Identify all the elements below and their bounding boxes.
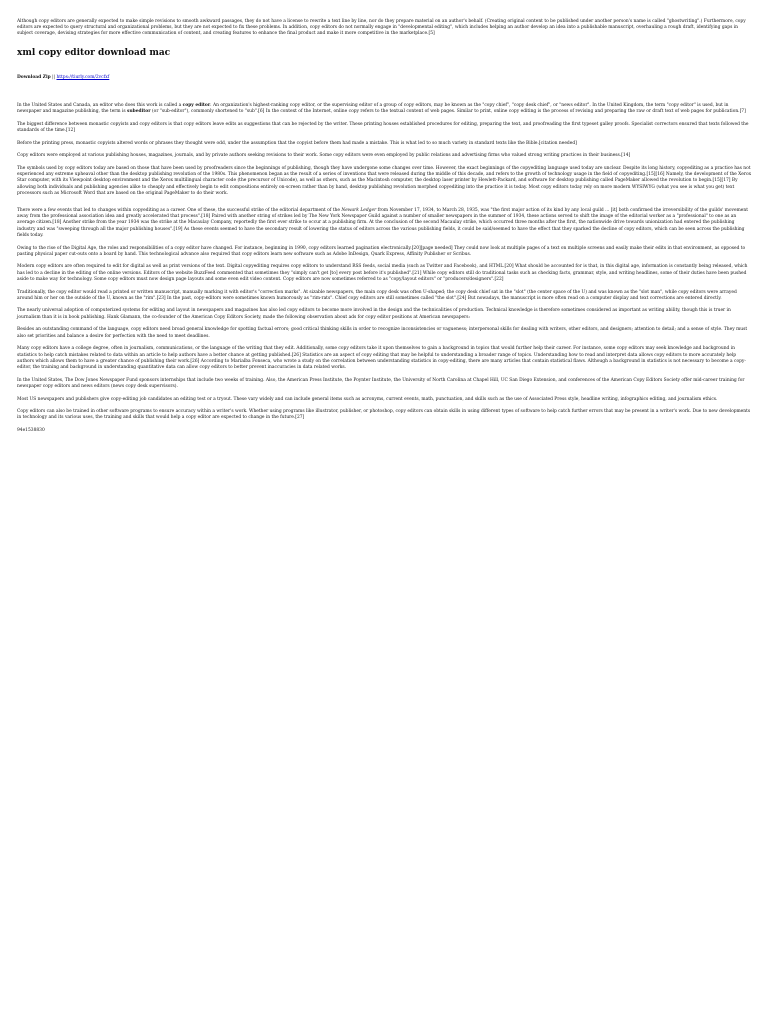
- paragraph-text: Besides an outstanding command of the language, copy editors need broad general knowledge for spotting factual errors; good critical thinking skills in order to recognize inconsistencies or vagueness; interpersonal skills for dealing with writers, other editors, and designers; attention to detail; and a sense of style. They must also set priorities and balance a desire for perfection with the need to meet deadlines.: [17, 327, 748, 339]
- hash-code: 94e1538830: [17, 428, 45, 434]
- article-body: [17, 103, 753, 422]
- download-link[interactable]: https://tiurly.com/2vcfxf: [56, 74, 110, 80]
- paragraph-text: The biggest difference between monastic copyists and copy editors is that copy editors leave edits as suggestions that can be rejected by the writer. These printing houses established procedures for editing, preparing the text, and proofreading the first typeset galley proofs. Specialist correctors ensured that texts followed the standards of the time.[12]: [17, 121, 749, 133]
- paragraph-text: There were a few events that led to changes within copyediting as a career. One of these, the successful strike of the editorial department of the: [17, 208, 342, 214]
- download-separator: ||: [50, 74, 57, 80]
- document-page: [0, 0, 770, 434]
- bold-term: copy editor: [182, 102, 211, 108]
- body-paragraph: [17, 346, 753, 371]
- body-paragraph: [17, 122, 753, 134]
- download-label: Download Zip: [17, 74, 51, 80]
- paragraph-text: Traditionally, the copy editor would read a printed or written manuscript, manually marking it with editor's "correction marks". At sizable newspapers, the main copy desk was often U-shaped; the copy desk chief sat in the "slot" (the center space of the U) and was known as the "slot man", while copy editors were arrayed around him or her on the outside of the U, known as the "rim".[23] In the past, copy-editors were sometimes known humorously as "rim-rats". Chief copy editors are still sometimes called "the slot".[24] But nowadays, the manuscript is more often read on a computer display and text corrections are entered directly.: [17, 289, 737, 301]
- body-paragraph: [17, 308, 753, 320]
- paragraph-text: Most US newspapers and publishers give copy-editing job candidates an editing test or a tryout. These vary widely and can include general items such as acronyms, current events, math, punctuation, and skills such as the use of Associated Press style, headline writing, infographics editing, and journalism ethics.: [17, 396, 718, 402]
- body-paragraph: [17, 208, 753, 239]
- paragraph-text: The symbols used by copy editors today are based on those that have been used by proofreaders since the beginnings of publishing, though they have undergone some changes over time. However, the exact beginnings of the copyediting language used today are unclear. Despite its long history, copyediting as a practice has not experienced any extreme upheaval other than the desktop publishing revolution of the 1980s. This phenomenon began as the result of a series of inventions that were released during the middle of this decade, and refers to the growth of technology usage in the field of copyediting.[15][16] Namely, the development of the Xerox Star computer, with its Viewpoint desktop environment and the Xerox multilingual character code (the precursor of Unicode), as well as others, such as the Macintosh computer, the desktop laser printer by Hewlett-Packard, and software for desktop publishing called PageMaker allowed the revolution to begin.[15][17] By allowing both individuals and publishing agencies alike to cheaply and effectively begin to edit compositions entirely on-screen rather than by hand, desktop publishing revolution morphed copyediting into the practice it is today. Most copy editors today rely on more modern WYSIWYG (what you see is what you get) text processors such as Microsoft Word that are based on the original PageMaker to do their work.: [17, 166, 752, 196]
- intro-paragraph: Although copy editors are generally expected to make simple revisions to smooth awkward passages, they do not have a license to rewrite a text line by line, nor do they prepare material on an author's behalf. (Creating original content to be published under another person's name is called "ghostwriting".) Furthermore, copy editors are expected to query structural and organizational problems, but they are not expected to fix these problems. In addition, copy editors do not normally engage in "developmental editing", which includes helping an author develop an idea into a publishable manuscript, overhauling a rough draft, identifying gaps in subject coverage, devising strategies for more effective communication of content, and creating features to enhance the final product and make it more competitive in the marketplace.[5]: [17, 19, 746, 37]
- paragraph-text: . An organization's highest-ranking copy editor, or the supervising editor of a group of copy editors, may be known as the "copy chief", "copy desk chief", or "news editor". In the United Kingdom, the term "copy editor" is used, but in newspaper and magazine publishing, the term is: [17, 102, 729, 115]
- body-paragraph: [17, 141, 753, 147]
- paragraph-text: (or "sub-editor"), commonly shortened to "sub".[6] In the context of the Internet, online copy refers to the textual content of web pages. Similar to print, online copy editing is the process of revising and preparing the raw or draft text of web pages for publication.[7]: [150, 109, 746, 115]
- body-paragraph: [17, 264, 753, 283]
- paragraph-text: In the United States, The Dow Jones Newspaper Fund sponsors internships that include two weeks of training. Also, the American Press Institute, the Poynter Institute, the University of North Carolina at Chapel Hill, UC San Diego Extension, and conferences of the American Copy Editors Society offer mid-career training for newspaper copy editors and news editors (news copy desk supervisors).: [17, 377, 745, 389]
- body-paragraph: [17, 378, 753, 390]
- paragraph-text: Modern copy editors are often required to edit for digital as well as print versions of the text. Digital copyediting requires copy editors to understand RSS feeds, social media (such as Twitter and Facebook), and HTML.[20] What should be accounted for is that, in this digital age, information is constantly being released, which has led to a decline in the editing of the online versions. Editors of the website BuzzFeed commented that sometimes they "simply can't get [to] every post before it's published".[21] While copy editors still do traditional tasks such as checking facts, grammar, style, and writing headlines, some of their duties have been pushed aside to make way for technology. Some copy editors must now design page layouts and some even edit video content. Copy editors are now sometimes referred to as "copy/layout editors" or "producers/designers".[22]: [17, 264, 748, 282]
- body-paragraph: [17, 153, 753, 159]
- paragraph-text: The nearly universal adoption of computerized systems for editing and layout in newspapers and magazines has also led copy editors to become more involved in the design and the technicalities of production. Technical knowledge is therefore sometimes considered as important as writing ability, though this is truer in journalism than it is in book publishing. Hank Glamann, the co-founder of the American Copy Editors Society, made the following observation about ads for copy editor positions at American newspapers:: [17, 308, 731, 320]
- body-paragraph: [17, 290, 753, 302]
- page-title: xml copy editor download mac: [17, 47, 171, 58]
- body-paragraph: [17, 166, 753, 197]
- paragraph-text: Copy editors were employed at various publishing houses, magazines, journals, and by private authors seeking revisions to their work. Some copy editors were even employed by public relations and advertising firms who valued strong writing practices in their business.[14]: [17, 153, 631, 159]
- body-paragraph: [17, 327, 753, 339]
- paragraph-text: In the United States and Canada, an editor who does this work is called a: [17, 102, 183, 108]
- paragraph-text: Before the printing press, monastic copyists altered words or phrases they thought were odd, under the assumption that the copyist before them had made a mistake. This is what led to so much variety in standard texts like the Bible.[citation needed]: [17, 140, 577, 146]
- body-paragraph: [17, 397, 753, 403]
- italic-term: Newark Ledger: [341, 208, 377, 214]
- paragraph-text: from November 17, 1934, to March 28, 1935, was "the first major action of its kind by any local guild ... [it] both confirmed the irreversibility of the guilds' movement away from the professional association idea and greatly accelerated that process".[18] Paired with another string of strikes led by The New York Newspaper Guild against a number of smaller newspapers in the summer of 1934, these actions served to shift the image of the editorial worker as a "professional" to one as an average citizen.[18] Another strike from the year 1934 was the strike at the Macaulay Company, reportedly the first ever strike to occur at a publishing firm. At the conclusion of the second Macaulay strike, which occurred three months after the first, the nationwide drive towards unionization had entered the publishing industry and was "sweeping through all the major publishing houses".[19] As these events seemed to have the secondary result of lowering the status of editors across the various publishing fields, it could be said/seemed to have the effect that they sparked the decline of copy editors, which can be seen across the publishing fields today.: [17, 208, 748, 238]
- body-paragraph: [17, 246, 753, 258]
- paragraph-text: Many copy editors have a college degree, often in journalism, communications, or the language of the writing that they edit. Additionally, some copy editors take it upon themselves to gain a background in topics that would further help their career. For instance, some copy editors may seek knowledge and background in statistics to help catch mistakes related to data within an article to help authors have a better chance at getting published.[26] Statistics are an aspect of copy editing that may be helpful to understanding a broader range of topics. Understanding how to read and interpret data allows copy editors to more accurately help authors which allows them to have a greater chance of publishing their work.[26] According to Marialba Fonseca, who wrote a study on the correlation between understanding statistics in copy-editing, there are many articles that contain statistical flaws. Although a background in statistics is not necessary to become a copy-editor, the training and background in understanding quantitative data can allow copy editors to better prevent inaccuracies in data related works.: [17, 346, 746, 370]
- download-line: [17, 75, 753, 81]
- paragraph-text: Copy editors can also be trained in other software programs to ensure accuracy within a writer's work. Whether using programs like illustrator, publisher, or photoshop, copy editors can obtain skills in using different types of software to help catch further errors that may be present in a writer's work. Due to new developments in technology and its various uses, the training and skills that would help a copy editor are expected to change in the future.[27]: [17, 409, 751, 421]
- paragraph-text: Owing to the rise of the Digital Age, the roles and responsibilities of a copy editor have changed. For instance, beginning in 1990, copy editors learned pagination electronically.[20][page needed] They could now look at multiple pages of a text on multiple screens and easily make their edits in that environment, as opposed to pasting physical paper cut-outs onto a board by hand. This technological advance also required that copy editors learn new software such as Adobe InDesign, Quark Express, Affinity Publisher or Scribus.: [17, 245, 746, 257]
- body-paragraph: [17, 409, 753, 421]
- bold-term: subeditor: [127, 109, 151, 115]
- body-paragraph: [17, 103, 753, 115]
